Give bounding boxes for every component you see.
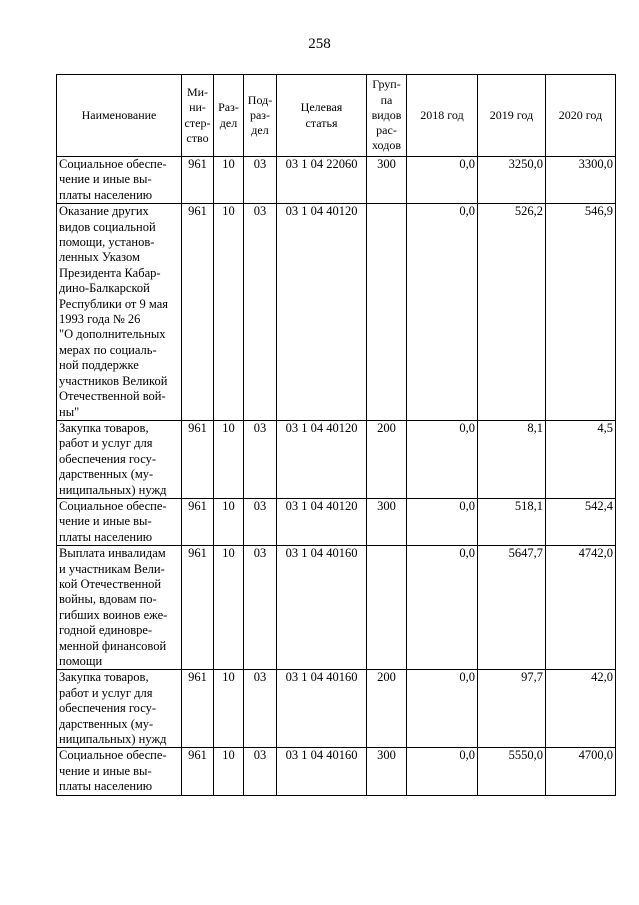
header-row xyxy=(57,75,616,157)
cell-section: 10 xyxy=(214,546,244,670)
cell-2019: 518,1 xyxy=(478,498,546,545)
header-2018: 2018 год xyxy=(407,75,478,157)
cell-section: 10 xyxy=(214,157,244,204)
cell-name: Закупка товаров, работ и услуг для обеспечения госу- дарственных (му- ниципальных) нужд xyxy=(57,420,182,498)
cell-name: Выплата инвалидам и участникам Вели- кой Отечественной войны, вдовам по- гибших воинов еже- годной единовре- менной финансовой помощи xyxy=(57,546,182,670)
cell-2018: 0,0 xyxy=(407,748,478,795)
table-row xyxy=(57,420,616,498)
table-row xyxy=(57,204,616,421)
cell-2018: 0,0 xyxy=(407,498,478,545)
cell-subsection: 03 xyxy=(244,748,277,795)
cell-ministry: 961 xyxy=(182,748,214,795)
cell-expense-group: 300 xyxy=(367,157,407,204)
cell-expense-group: 200 xyxy=(367,670,407,748)
cell-name: Оказание других видов социальной помощи, установ- ленных Указом Президента Кабар- дино-Балкарской Республики от 9 мая 1993 года № 26 "О дополнительных мерах по социаль- ной поддержке участников Великой Отечественной вой- ны" xyxy=(57,204,182,421)
cell-target-article: 03 1 04 40160 xyxy=(277,748,367,795)
cell-subsection: 03 xyxy=(244,204,277,421)
cell-2019: 97,7 xyxy=(478,670,546,748)
header-target-article: Целевая статья xyxy=(277,75,367,157)
cell-2020: 4700,0 xyxy=(546,748,616,795)
cell-target-article: 03 1 04 40120 xyxy=(277,498,367,545)
cell-2020: 542,4 xyxy=(546,498,616,545)
cell-2020: 4742,0 xyxy=(546,546,616,670)
table-body xyxy=(57,157,616,796)
cell-ministry: 961 xyxy=(182,204,214,421)
cell-expense-group: 200 xyxy=(367,420,407,498)
cell-ministry: 961 xyxy=(182,546,214,670)
cell-name: Социальное обеспе- чение и иные вы- платы населению xyxy=(57,748,182,795)
cell-expense-group: 300 xyxy=(367,498,407,545)
cell-2019: 5550,0 xyxy=(478,748,546,795)
cell-2018: 0,0 xyxy=(407,670,478,748)
cell-target-article: 03 1 04 40160 xyxy=(277,670,367,748)
cell-ministry: 961 xyxy=(182,157,214,204)
header-section: Раз- дел xyxy=(214,75,244,157)
cell-target-article: 03 1 04 22060 xyxy=(277,157,367,204)
cell-name: Закупка товаров, работ и услуг для обеспечения госу- дарственных (му- ниципальных) нужд xyxy=(57,670,182,748)
header-2020: 2020 год xyxy=(546,75,616,157)
cell-subsection: 03 xyxy=(244,157,277,204)
cell-2020: 3300,0 xyxy=(546,157,616,204)
table-row xyxy=(57,498,616,545)
table-row xyxy=(57,670,616,748)
cell-subsection: 03 xyxy=(244,546,277,670)
cell-section: 10 xyxy=(214,498,244,545)
cell-2019: 5647,7 xyxy=(478,546,546,670)
cell-2018: 0,0 xyxy=(407,420,478,498)
cell-name: Социальное обеспе- чение и иные вы- платы населению xyxy=(57,157,182,204)
cell-2020: 546,9 xyxy=(546,204,616,421)
cell-2020: 4,5 xyxy=(546,420,616,498)
header-name: Наименование xyxy=(57,75,182,157)
cell-ministry: 961 xyxy=(182,420,214,498)
table-row xyxy=(57,157,616,204)
table-row xyxy=(57,748,616,795)
cell-ministry: 961 xyxy=(182,670,214,748)
header-expense-group: Груп- па видов рас- ходов xyxy=(367,75,407,157)
cell-2020: 42,0 xyxy=(546,670,616,748)
cell-expense-group: 300 xyxy=(367,748,407,795)
cell-target-article: 03 1 04 40120 xyxy=(277,420,367,498)
cell-subsection: 03 xyxy=(244,498,277,545)
header-2019: 2019 год xyxy=(478,75,546,157)
cell-target-article: 03 1 04 40120 xyxy=(277,204,367,421)
cell-2018: 0,0 xyxy=(407,546,478,670)
cell-expense-group xyxy=(367,204,407,421)
cell-section: 10 xyxy=(214,670,244,748)
cell-2019: 8,1 xyxy=(478,420,546,498)
cell-section: 10 xyxy=(214,204,244,421)
cell-ministry: 961 xyxy=(182,498,214,545)
cell-section: 10 xyxy=(214,748,244,795)
cell-2019: 3250,0 xyxy=(478,157,546,204)
header-subsection: Под- раз- дел xyxy=(244,75,277,157)
cell-expense-group xyxy=(367,546,407,670)
cell-subsection: 03 xyxy=(244,670,277,748)
cell-2018: 0,0 xyxy=(407,157,478,204)
cell-2018: 0,0 xyxy=(407,204,478,421)
cell-target-article: 03 1 04 40160 xyxy=(277,546,367,670)
cell-2019: 526,2 xyxy=(478,204,546,421)
page-number: 258 xyxy=(308,36,331,52)
cell-subsection: 03 xyxy=(244,420,277,498)
budget-table xyxy=(56,74,616,796)
cell-name: Социальное обеспе- чение и иные вы- платы населению xyxy=(57,498,182,545)
header-ministry: Ми- ни- стер- ство xyxy=(182,75,214,157)
table-row xyxy=(57,546,616,670)
cell-section: 10 xyxy=(214,420,244,498)
